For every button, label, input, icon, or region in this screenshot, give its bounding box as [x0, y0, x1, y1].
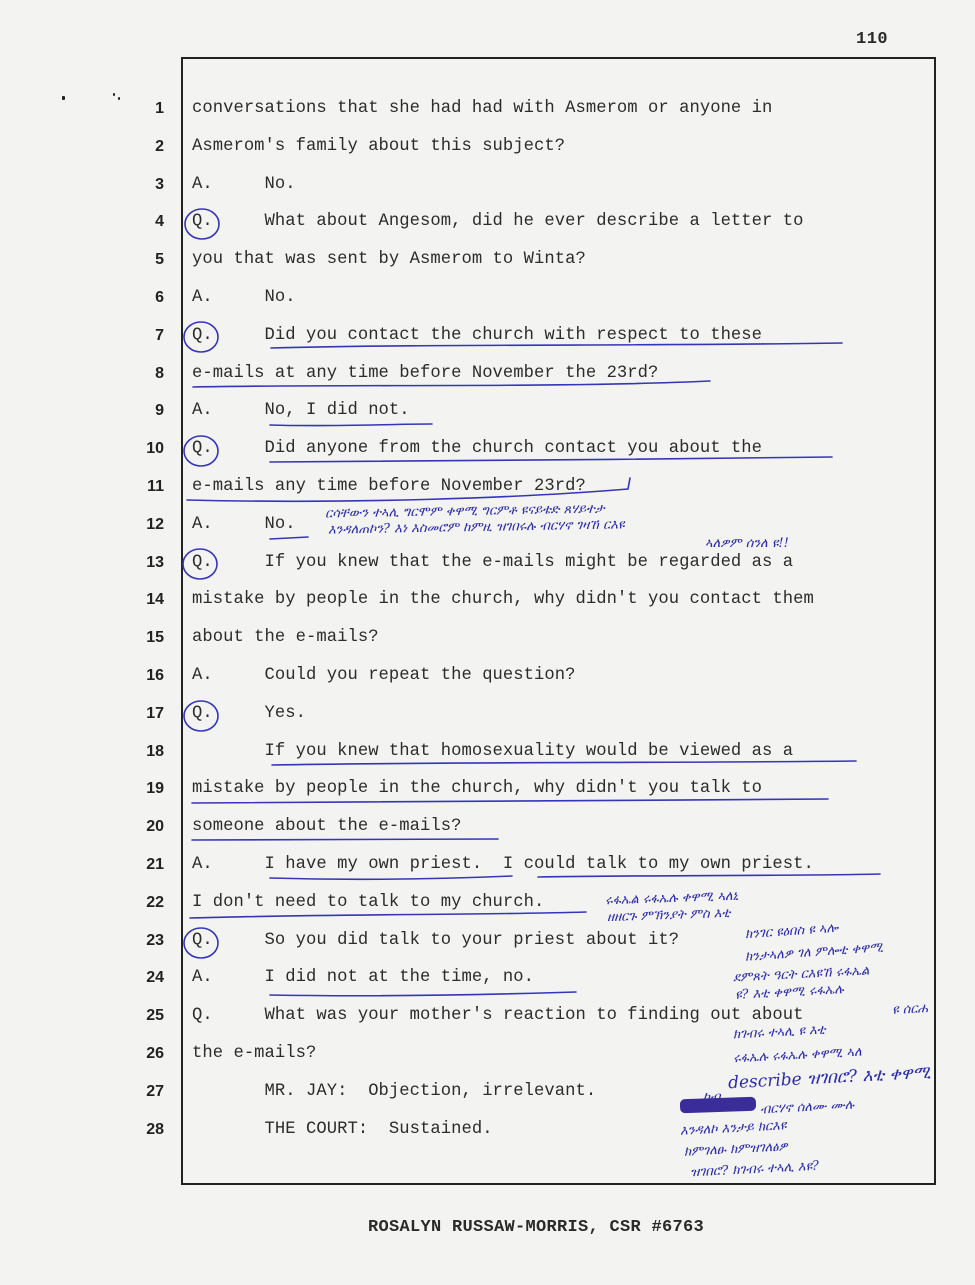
line-number: 21: [146, 856, 164, 873]
transcript-line: someone about the e-mails?: [192, 817, 462, 837]
transcript-line: A. I did not at the time, no.: [192, 968, 535, 988]
handwritten-note: ሩፋኤል ሩፋኤሉ ቀዋሚ ኣለኒ: [604, 888, 739, 909]
line-number: 25: [146, 1007, 164, 1025]
line-number: 28: [146, 1120, 164, 1138]
transcript-line: THE COURT: Sustained.: [192, 1119, 493, 1139]
transcript-line: Q. If you knew that the e-mails might be regarded as a: [192, 552, 794, 572]
transcript-line: A. No.: [192, 514, 296, 534]
line-number: 11: [147, 478, 164, 495]
line-number: 4: [155, 213, 164, 231]
transcript-line: mistake by people in the church, why didn't you contact them: [192, 590, 814, 610]
line-number: 19: [146, 780, 164, 798]
line-number: 12: [146, 515, 164, 533]
line-number: 2: [155, 137, 164, 155]
line-number: 23: [146, 931, 164, 949]
transcript-line: A. I have my own priest. I could talk to my own priest.: [192, 855, 814, 874]
stray-mark: [118, 97, 120, 100]
transcript-line: A. No.: [192, 174, 296, 194]
transcript-line: A. No.: [192, 288, 296, 307]
transcript-line: If you knew that homosexuality would be viewed as a: [192, 741, 794, 761]
handwritten-note: ክንገር ዩዕበስ ዩ ኣሎ: [744, 920, 839, 943]
line-number: 1: [155, 100, 164, 117]
transcript-line: A. No, I did not.: [192, 401, 410, 421]
transcript-line: about the e-mails?: [192, 628, 379, 648]
line-number: 24: [146, 969, 164, 987]
handwritten-note: ዘዘርጉ ምኽንያት ምስ እቲ: [606, 905, 731, 926]
line-number: 6: [155, 289, 164, 306]
line-number: 3: [155, 175, 164, 193]
scribbled-out-ink: [680, 1097, 756, 1114]
transcript-line: MR. JAY: Objection, irrelevant.: [192, 1081, 597, 1101]
handwritten-note: ዩ? እቲ ቀዋሚ ሩፋኤሉ: [734, 982, 845, 1003]
transcript-line: e-mails at any time before November the 23rd?: [192, 363, 659, 383]
transcript-line: I don't need to talk to my church.: [192, 892, 545, 912]
handwritten-note: እንዳለጠኮን? እነ እስመሮም ከምዚ ዝገበሩሉ ብርሃኖ ገዛኸ ርእዩ: [327, 517, 625, 538]
line-number: 10: [146, 440, 164, 458]
transcript-line: Asmerom's family about this subject?: [192, 136, 566, 156]
handwritten-note: ርሳቸውን ተኣሊ ግርሞም ቀዋሚ ግርምቶ ዩናይቴድ ጸሃይተታ: [324, 501, 605, 522]
line-number: 8: [155, 364, 164, 382]
line-number: 18: [146, 742, 164, 760]
line-number: 26: [146, 1045, 164, 1062]
transcript-line: e-mails any time before November 23rd?: [192, 477, 586, 496]
transcript-line: the e-mails?: [192, 1044, 317, 1063]
reporter-footer: ROSALYN RUSSAW-MORRIS, CSR #6763: [368, 1218, 705, 1237]
line-number: 14: [146, 591, 164, 609]
handwritten-note: ክንታኣለዎ ገለ ምሎቲ ቀዋሚ: [744, 940, 884, 965]
line-number: 27: [146, 1082, 164, 1100]
transcript-line: Q. What about Angesom, did he ever describe a letter to: [192, 212, 804, 232]
handwritten-note: ዩ ሰርሐ: [891, 1001, 929, 1018]
transcript-line: you that was sent by Asmerom to Winta?: [192, 250, 586, 270]
transcript-line: Q. Yes.: [192, 703, 307, 723]
line-number: 16: [146, 667, 164, 684]
page-number: 110: [856, 30, 889, 49]
handwritten-note: describe ዝገበሮ? እቲ ቀዋሚ: [727, 1062, 932, 1094]
line-number: 7: [155, 326, 164, 344]
handwritten-note: ሩፋኤሉ ሩፋኤሉ ቀዋሚ ኣለ: [732, 1044, 863, 1067]
line-number: 5: [155, 251, 164, 269]
line-number: 15: [146, 629, 164, 647]
transcript-line: A. Could you repeat the question?: [192, 666, 576, 685]
line-number: 9: [155, 402, 164, 420]
line-number: 22: [146, 893, 164, 911]
handwritten-note: ክገብሩ ተኣሊ ዩ እቲ: [732, 1022, 826, 1043]
transcript-line: Q. What was your mother's reaction to finding out about: [192, 1006, 804, 1026]
line-number: 13: [146, 553, 164, 571]
transcript-line: Q. Did you contact the church with respect to these: [192, 325, 763, 345]
transcript-line: Q. Did anyone from the church contact you about the: [192, 439, 763, 459]
transcript-line: Q. So you did talk to your priest about it?: [192, 930, 680, 950]
stray-mark: [62, 96, 65, 100]
transcript-line: mistake by people in the church, why didn't you talk to: [192, 779, 763, 799]
handwritten-note: ክምገለፁ ክምዝገለፅዎ: [683, 1139, 789, 1160]
handwritten-note: ብርሃኖ ሰለሙ ሙሉ: [759, 1097, 855, 1118]
handwritten-note: ኣለዎም ሰንለ ዩ!!: [705, 536, 789, 551]
line-number: 17: [146, 704, 164, 722]
stray-mark: [113, 93, 115, 96]
transcript-line: conversations that she had had with Asmerom or anyone in: [192, 99, 773, 118]
handwritten-note: እንዳለኮ እንታይ ክርእዩ: [679, 1118, 787, 1139]
handwritten-note: ዝገበሮ? ክገብሩ ተኣሊ እዩ?: [689, 1158, 820, 1181]
handwritten-note: ደምጸት ዓርት ርእዩኸ ሩፋኤል: [732, 963, 870, 986]
line-number: 20: [146, 818, 164, 836]
